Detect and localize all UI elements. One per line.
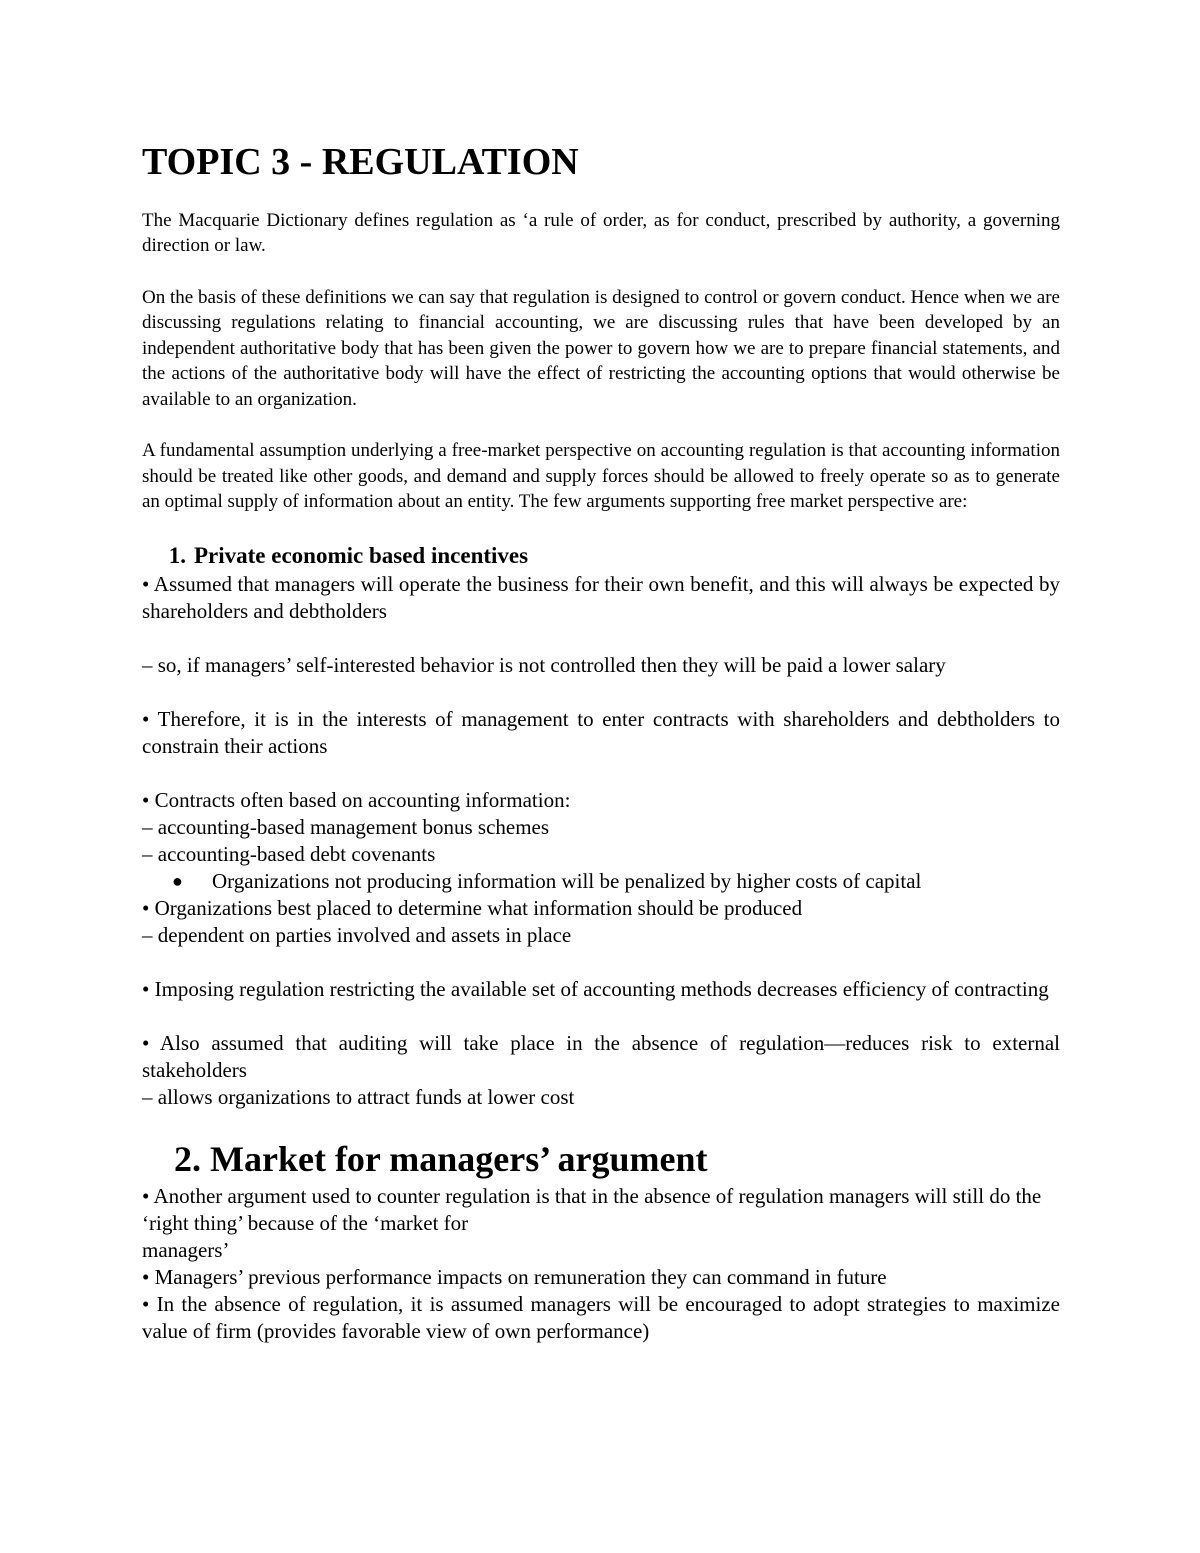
page-title: TOPIC 3 - REGULATION (142, 141, 579, 183)
intro-paragraph-2: On the basis of these definitions we can say that regulation is designed to control or govern conduct. Hence when we are discussing regulations relating to financial accounting, we are discussing rules that have been developed by an independent authoritative body that has been given the power to govern how we are to prepare financial statements, and the actions of the authoritative body will have the effect of restricting the accounting options that would otherwise be available to an organization. (142, 286, 1060, 410)
list-item: – accounting-based debt covenants (142, 841, 436, 866)
section-1-heading (142, 541, 1060, 571)
document-page (142, 140, 1060, 1345)
sub-bullet-text: Organizations not producing information will be penalized by higher costs of capital (212, 868, 922, 893)
list-item: • Organizations best placed to determine what information should be produced (142, 895, 803, 920)
section-1-title: Private economic based incentives (194, 542, 529, 568)
list-item: • Also assumed that auditing will take place in the absence of regulation—reduces risk to external stakeholders (142, 1030, 1060, 1082)
list-item: – so, if managers’ self-interested behavior is not controlled then they will be paid a lower salary (142, 652, 946, 677)
section-1-number: 1. (168, 542, 186, 568)
intro-paragraph-3: A fundamental assumption underlying a free-market perspective on accounting regulation is that accounting information should be treated like other goods, and demand and supply forces should be allowed to freely operate so as to generate an optimal supply of information about an entity. The few arguments supporting free market perspective are: (142, 440, 1060, 513)
list-item: – allows organizations to attract funds at lower cost (142, 1084, 575, 1109)
list-item: • In the absence of regulation, it is assumed managers will be encouraged to adopt strategies to maximize value of firm (provides favorable view of own performance) (142, 1291, 1060, 1343)
list-item: – accounting-based management bonus schemes (142, 814, 550, 839)
intro-paragraph-1: The Macquarie Dictionary defines regulation as ‘a rule of order, as for conduct, prescribed by authority, a governing direction or law. (142, 209, 1060, 257)
section-2-heading: 2. Market for managers’ argument (174, 1138, 708, 1179)
list-item: • Another argument used to counter regulation is that in the absence of regulation managers will still do the ‘right thing’ because of the ‘market for (142, 1183, 1042, 1235)
list-item: managers’ (142, 1237, 230, 1262)
list-item: • Assumed that managers will operate the business for their own benefit, and this will always be expected by shareholders and debtholders (142, 571, 1060, 623)
bullet-dot-icon: ● (172, 870, 183, 891)
list-item: • Imposing regulation restricting the available set of accounting methods decreases efficiency of contracting (142, 976, 1049, 1001)
list-item: • Therefore, it is in the interests of management to enter contracts with shareholders and debtholders to constrain their actions (142, 706, 1060, 758)
list-item: • Contracts often based on accounting information: (142, 787, 571, 812)
sub-bullet-item (142, 868, 1060, 895)
list-item: • Managers’ previous performance impacts on remuneration they can command in future (142, 1264, 887, 1289)
list-item: – dependent on parties involved and assets in place (142, 922, 572, 947)
